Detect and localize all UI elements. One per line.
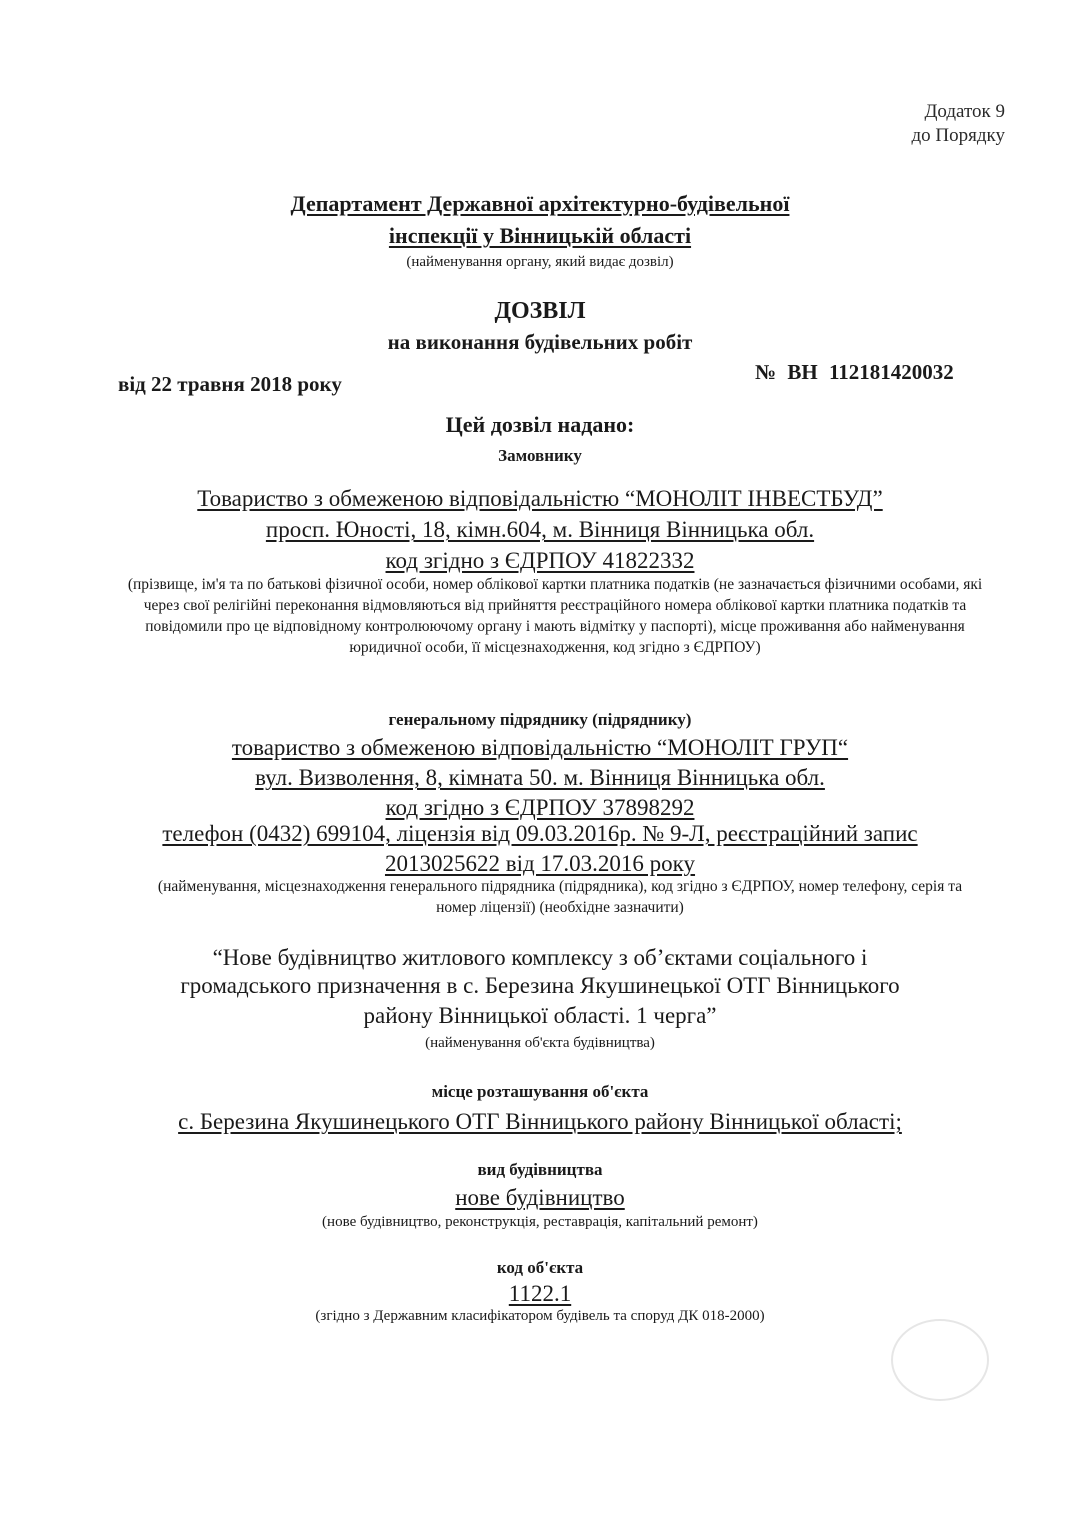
object-name-line-3: району Вінницької області. 1 черга”	[363, 1003, 717, 1028]
contractor-name: товариство з обмеженою відповідальністю “МОНОЛІТ ГРУП“	[231, 735, 849, 760]
issue-date: від 22 травня 2018 року	[118, 372, 342, 396]
issuer-note: (найменування органу, який видає дозвіл)	[406, 254, 674, 270]
issuer-name-line-2: інспекції у Вінницькій області	[388, 223, 692, 248]
construction-type-value: нове будівництво	[455, 1185, 625, 1210]
annex-line-1: Додаток 9	[924, 101, 1005, 122]
customer-code: код згідно з ЄДРПОУ 41822332	[385, 548, 695, 573]
document-subtitle: на виконання будівельних робіт	[387, 330, 693, 354]
annex-line-2: до Порядку	[911, 125, 1005, 146]
issuer-name-line-1: Департамент Державної архітектурно-будівельної	[290, 191, 790, 216]
contractor-license: телефон (0432) 699104, ліцензія від 09.03.2016р. № 9-Л, реєстраційний запис	[162, 821, 918, 846]
permit-number: № ВН 112181420032	[755, 360, 954, 384]
contractor-code: код згідно з ЄДРПОУ 37898292	[385, 795, 695, 820]
object-name-line-2: громадського призначення в с. Березина Якушинецької ОТГ Вінницького	[180, 973, 900, 998]
object-code-note: (згідно з Державним класифікатором будівель та споруд ДК 018-2000)	[315, 1308, 765, 1324]
object-code-heading: код об'єкта	[496, 1258, 584, 1277]
object-code-value: 1122.1	[508, 1281, 572, 1306]
contractor-address: вул. Визволення, 8, кімната 50. м. Вінниця Вінницька обл.	[255, 765, 825, 790]
contractor-registration: 2013025622 від 17.03.2016 року	[384, 851, 696, 876]
annex-reference	[911, 100, 1005, 148]
faint-stamp-icon	[880, 1310, 1000, 1410]
construction-type-heading: вид будівництва	[477, 1160, 603, 1179]
location-heading: місце розташування об'єкта	[431, 1082, 649, 1101]
document-title: ДОЗВІЛ	[494, 298, 586, 324]
object-name-line-1: “Нове будівництво житлового комплексу з об’єктами соціального і	[212, 945, 868, 970]
contractor-heading: генеральному підряднику (підряднику)	[388, 710, 692, 729]
construction-type-note: (нове будівництво, реконструкція, реставрація, капітальний ремонт)	[322, 1214, 758, 1230]
customer-address: просп. Юності, 18, кімн.604, м. Вінниця Вінницька обл.	[265, 517, 815, 542]
issuer-block	[0, 188, 1080, 252]
customer-name: Товариство з обмеженою відповідальністю “МОНОЛІТ ІНВЕСТБУД”	[197, 486, 883, 511]
object-note: (найменування об'єкта будівництва)	[425, 1035, 655, 1051]
granted-heading: Цей дозвіл надано:	[445, 412, 635, 437]
customer-heading: Замовнику	[498, 446, 582, 465]
contractor-note: (найменування, місцезнаходження генерального підрядника (підрядника), код згідно з ЄДРПОУ, номер телефону, серія та номер ліцензії) (необхідне зазначити)	[157, 878, 963, 916]
location-value: с. Березина Якушинецького ОТГ Вінницького району Вінницької області;	[178, 1109, 902, 1134]
customer-note: (прізвище, ім'я та по батькові фізичної особи, номер облікової картки платника податків (не зазначається фізичними особами, які через свої релігійні переконання відмовляються від прийняття реєстраційного номера облікової картки платника податків та повідомили про це відповідному контролюючому органу і мають відмітку у паспорті), місце проживання або найменування юридичної особи, її місцезнаходження, код згідно з ЄДРПОУ)	[127, 576, 983, 656]
